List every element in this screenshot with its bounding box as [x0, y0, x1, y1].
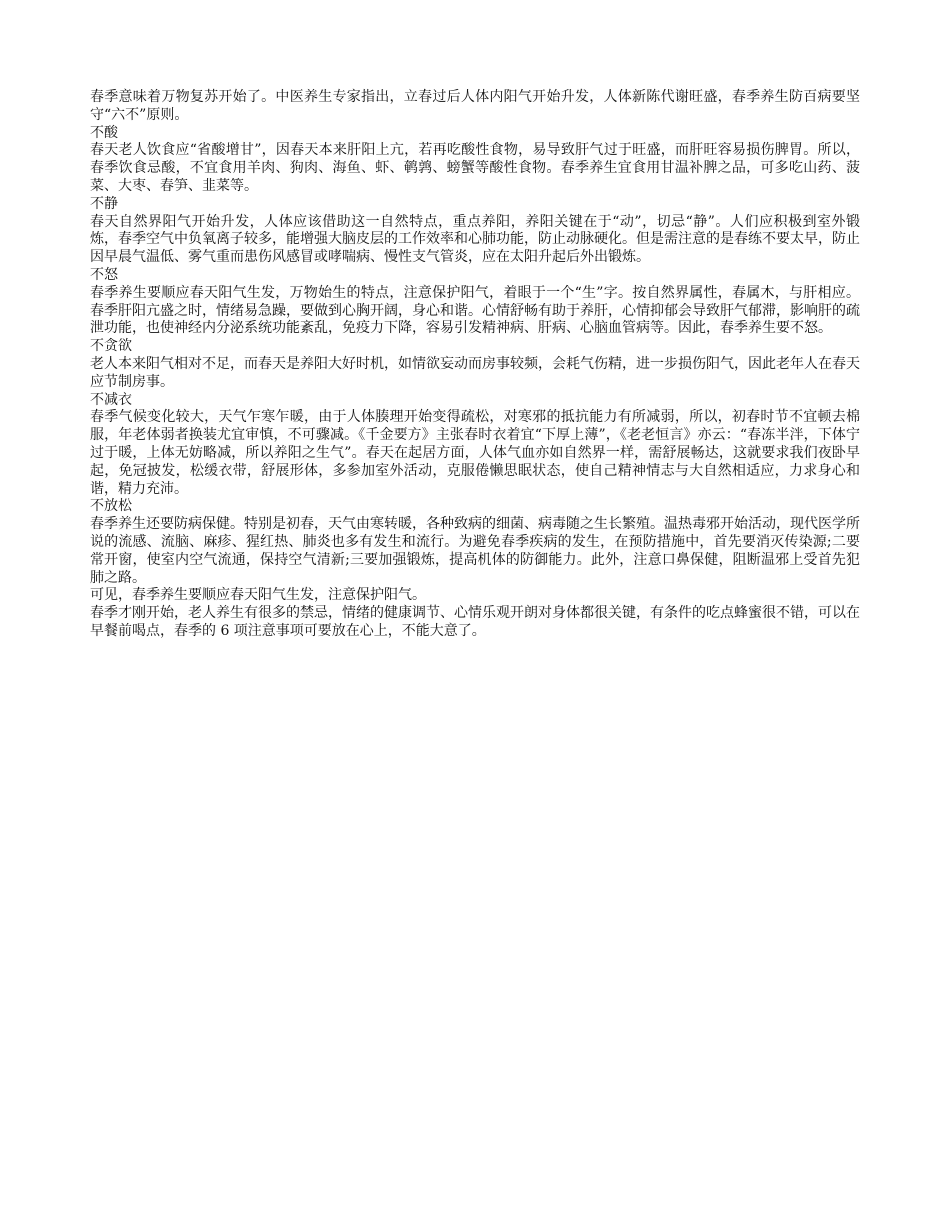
section-body-no-sour: 春天老人饮食应“省酸增甘”，因春天本来肝阳上亢，若再吃酸性食物，易导致肝气过于旺盛，而肝旺容易损伤脾胃。所以，春季饮食忌酸，不宜食用羊肉、狗肉、海鱼、虾、鹌鹑、螃蟹等酸性食物。春季养生宜食用甘温补脾之品，可多吃山药、菠菜、大枣、春笋、韭菜等。	[90, 142, 860, 194]
section-heading-no-anger: 不怒	[90, 266, 118, 283]
conclusion-paragraph: 可见，春季养生要顺应春天阳气生发，注意保护阳气。	[90, 587, 426, 604]
intro-paragraph: 春季意味着万物复苏开始了。中医养生专家指出，立春过后人体内阳气开始升发，人体新陈代谢旺盛，春季养生防百病要坚守“六不”原则。	[90, 89, 860, 123]
section-body-no-relaxing: 春季养生还要防病保健。特别是初春，天气由寒转暖，各种致病的细菌、病毒随之生长繁殖。温热毒邪开始活动，现代医学所说的流感、流脑、麻疹、猩红热、肺炎也多有发生和流行。为避免春季疾病的发生，在预防措施中，首先要消灭传染源;二要常开窗，使室内空气流通，保持空气清新;三要加强锻炼，提高机体的防御能力。此外，注意口鼻保健，阻断温邪上受首先犯肺之路。	[90, 516, 860, 586]
section-heading-no-sour: 不酸	[90, 124, 118, 141]
article-body	[90, 89, 860, 641]
section-body-no-anger: 春季养生要顺应春天阳气生发，万物始生的特点，注意保护阳气，着眼于一个“生”字。按自然界属性，春属木，与肝相应。春季肝阳亢盛之时，情绪易急躁，要做到心胸开阔，身心和谐。心情舒畅有助于养肝，心情抑郁会导致肝气郁滞，影响肝的疏泄功能，也使神经内分泌系统功能紊乱，免疫力下降，容易引发精神病、肝病、心脑血管病等。因此，春季养生要不怒。	[90, 284, 860, 337]
section-body-no-stillness: 春天自然界阳气开始升发，人体应该借助这一自然特点，重点养阳，养阳关键在于“动”，切忌“静”。人们应积极到室外锻炼，春季空气中负氧离子较多，能增强大脑皮层的工作效率和心肺功能，防止动脉硬化。但是需注意的是春练不要太早，防止因早晨气温低、雾气重而患伤风感冒或哮喘病、慢性支气管炎，应在太阳升起后外出锻炼。	[90, 213, 860, 266]
section-heading-no-shedding-clothes: 不减衣	[90, 391, 132, 408]
section-body-no-shedding-clothes: 春季气候变化较大，天气乍寒乍暖，由于人体腠理开始变得疏松，对寒邪的抵抗能力有所减弱，所以，初春时节不宜顿去棉服，年老体弱者换装尤宜审慎，不可骤减。《千金要方》主张春时衣着宜“下厚上薄”，《老老恒言》亦云：“春冻半泮，下体宁过于暖，上体无妨略减，所以养阳之生气”。春天在起居方面，人体气血亦如自然界一样，需舒展畅达，这就要求我们夜卧早起，免冠披发，松缓衣带，舒展形体，多参加室外活动，克服倦懒思眠状态，使自己精神情志与大自然相适应，力求身心和谐，精力充沛。	[90, 409, 860, 497]
section-heading-no-indulgence: 不贪欲	[90, 338, 132, 355]
closing-paragraph: 春季才刚开始，老人养生有很多的禁忌，情绪的健康调节、心情乐观开朗对身体都很关键，有条件的吃点蜂蜜很不错，可以在早餐前喝点，春季的 6 项注意事项可要放在心上，不能大意了。	[90, 605, 860, 639]
section-heading-no-stillness: 不静	[90, 195, 118, 212]
section-heading-no-relaxing: 不放松	[90, 498, 132, 515]
section-body-no-indulgence: 老人本来阳气相对不足，而春天是养阳大好时机，如情欲妄动而房事较频，会耗气伤精，进一步损伤阳气，因此老年人在春天应节制房事。	[90, 355, 860, 390]
